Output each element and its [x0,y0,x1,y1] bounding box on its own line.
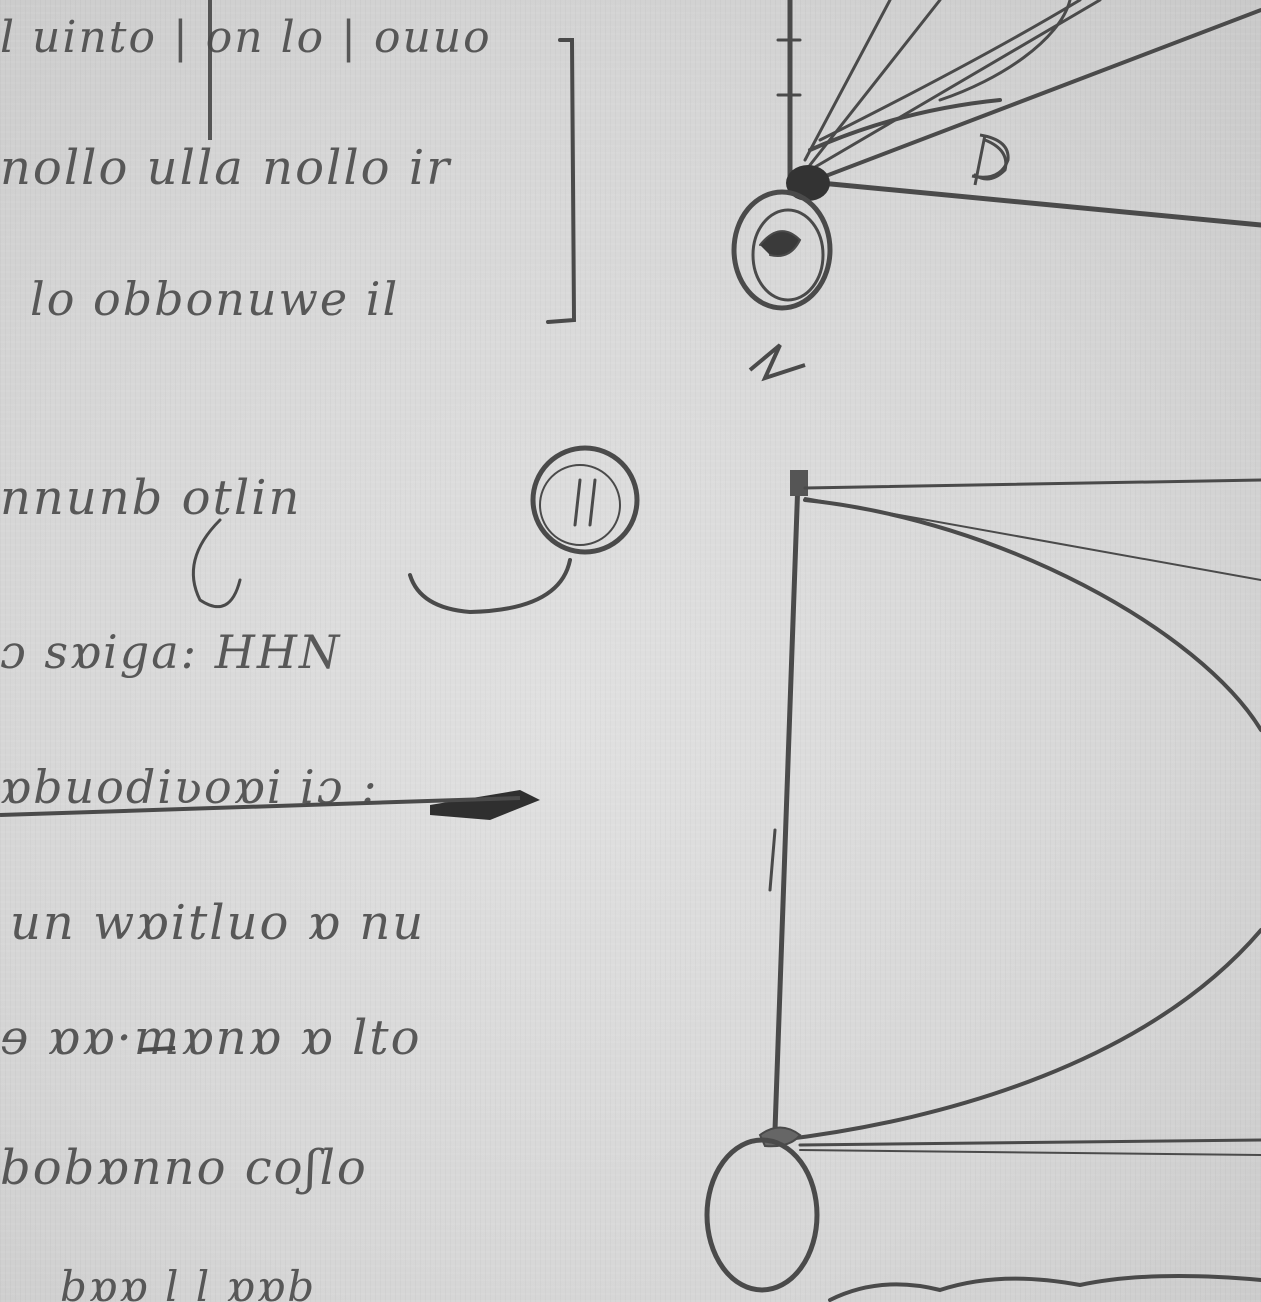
text-line-1: l uinto | on lo | ouuo [0,12,492,63]
label-a-glyph [750,345,805,378]
ink-blot [430,790,540,820]
text-line-3: lo obbonuwe il [30,272,400,326]
text-line-10: bɒɒ l l ɒɒb [60,1262,317,1302]
text-line-5: ɔ sɒiga: HHN [0,625,342,679]
text-line-7: un wɒitluo ɒ nu [10,895,426,951]
margin-bracket [548,40,574,322]
text-line-8: ɘ ɒɒ·mɒnɒ ɒ lto [0,1010,422,1066]
upper-diagram [734,0,1261,308]
text-line-2: nollo ulla nollo ir [0,140,452,196]
text-line-4: nnunb otlin [0,470,302,526]
text-line-6: ɒbuodiʋoɒi iɔ : [0,760,379,814]
lower-diagram [707,470,1261,1300]
upper-point-label [1020,150,1021,151]
text-line-9: bobɒnno coʃlo [0,1140,368,1196]
lower-left-label [815,355,816,356]
